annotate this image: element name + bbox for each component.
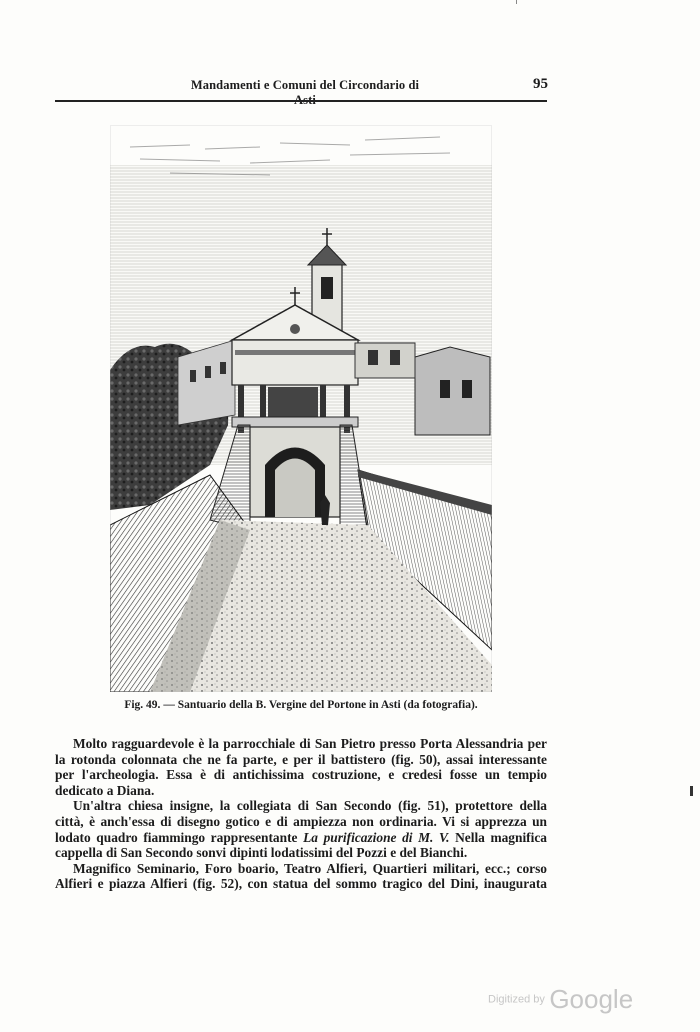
text-line: la rotonda colonnata che ne fa parte, e per il battistero (fig. 50), assai interessante [55,751,547,767]
text-line: dedicato a Diana. [55,782,155,798]
paragraph-3 [55,861,547,892]
scan-edge-mark [690,786,693,796]
text-line: per l'archeologia. Essa è di antichissima costruzione, e credesi fosse un tempio [55,767,547,783]
text-line: cappella di San Secondo sonvi dipinti lodatissimi del Pozzi e del Bianchi. [55,845,468,861]
figure-caption [110,699,492,711]
text-line: città, è anch'essa di disegno gotico e di ampiezza non ordinaria. Vi si apprezza un [55,813,547,829]
watermark-prefix: Digitized by [488,993,545,1006]
header-rule [55,100,547,102]
text-line: Alfieri e piazza Alfieri (fig. 52), con statua del sommo tragico del Dini, inaugurata [55,876,547,892]
right-building [415,347,490,435]
caption-text: — Santuario della B. Vergine del Portone in Asti (da fotografia). [163,699,478,711]
figure-label: Fig. 49. [124,699,161,711]
scan-edge-mark [508,0,517,4]
paragraph-1 [55,736,547,798]
engraving-figure [110,125,492,692]
text-line: Molto ragguardevole è la parrocchiale di San Pietro presso Porta Alessandria per [73,736,547,751]
page-number: 95 [533,76,548,92]
body-text [55,736,547,892]
running-header: Mandamenti e Comuni del Circondario di [190,78,420,92]
digitized-watermark [488,984,633,1024]
text-run: Nella magnifica [455,829,547,845]
text-line-with-italic [55,830,547,846]
artwork-title: La purificazione di M. V. [303,829,450,845]
google-logo: Google [549,984,634,1014]
paragraph-2 [55,798,547,860]
church-facade [232,340,358,385]
text-line: Magnifico Seminario, Foro boario, Teatro Alfieri, Quartieri militari, ecc.; corso [73,860,547,876]
text-line: Un'altra chiesa insigne, la collegiata di San Secondo (fig. 51), protettore della [73,798,547,814]
text-run: lodato quadro fiammingo rappresentante [55,829,298,845]
